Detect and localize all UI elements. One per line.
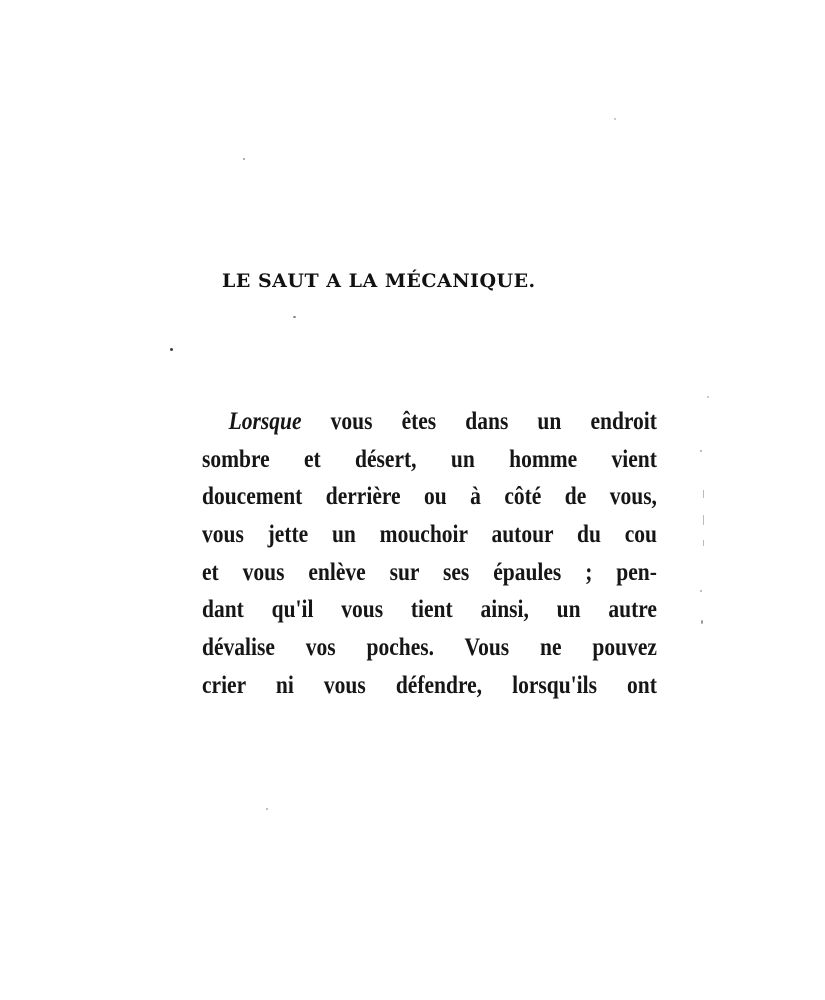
scan-speck [700, 590, 702, 592]
paragraph-line [202, 403, 657, 441]
scan-speck [293, 316, 296, 318]
paragraph-line: sombre et désert, un homme vient [202, 445, 657, 473]
scan-speck [707, 396, 709, 398]
scan-speck [243, 158, 245, 160]
paragraph [202, 403, 657, 705]
scan-speck [703, 515, 704, 525]
paragraph-line: dévalise vos poches. Vous ne pouvez [202, 634, 657, 662]
scan-speck [703, 490, 704, 498]
paragraph-line: crier ni vous défendre, lorsqu'ils ont [202, 671, 657, 699]
italic-opening-word: Lorsque [228, 408, 302, 435]
paragraph-line: doucement derrière ou à côté de vous, [202, 483, 657, 511]
scan-speck [266, 808, 268, 810]
first-line-text: vous êtes dans un endroit [330, 408, 657, 435]
paragraph-line: dant qu'il vous tient ainsi, un autre [202, 596, 657, 624]
paragraph-line: et vous enlève sur ses épaules ; pen- [202, 558, 657, 586]
scan-speck [701, 620, 703, 624]
paragraph-line: vous jette un mouchoir autour du cou [202, 521, 657, 549]
scan-speck [703, 540, 704, 546]
scan-speck [170, 348, 173, 351]
scan-speck [700, 450, 702, 452]
scan-speck [614, 118, 616, 120]
chapter-title: LE SAUT A LA MÉCANIQUE. [222, 270, 536, 292]
